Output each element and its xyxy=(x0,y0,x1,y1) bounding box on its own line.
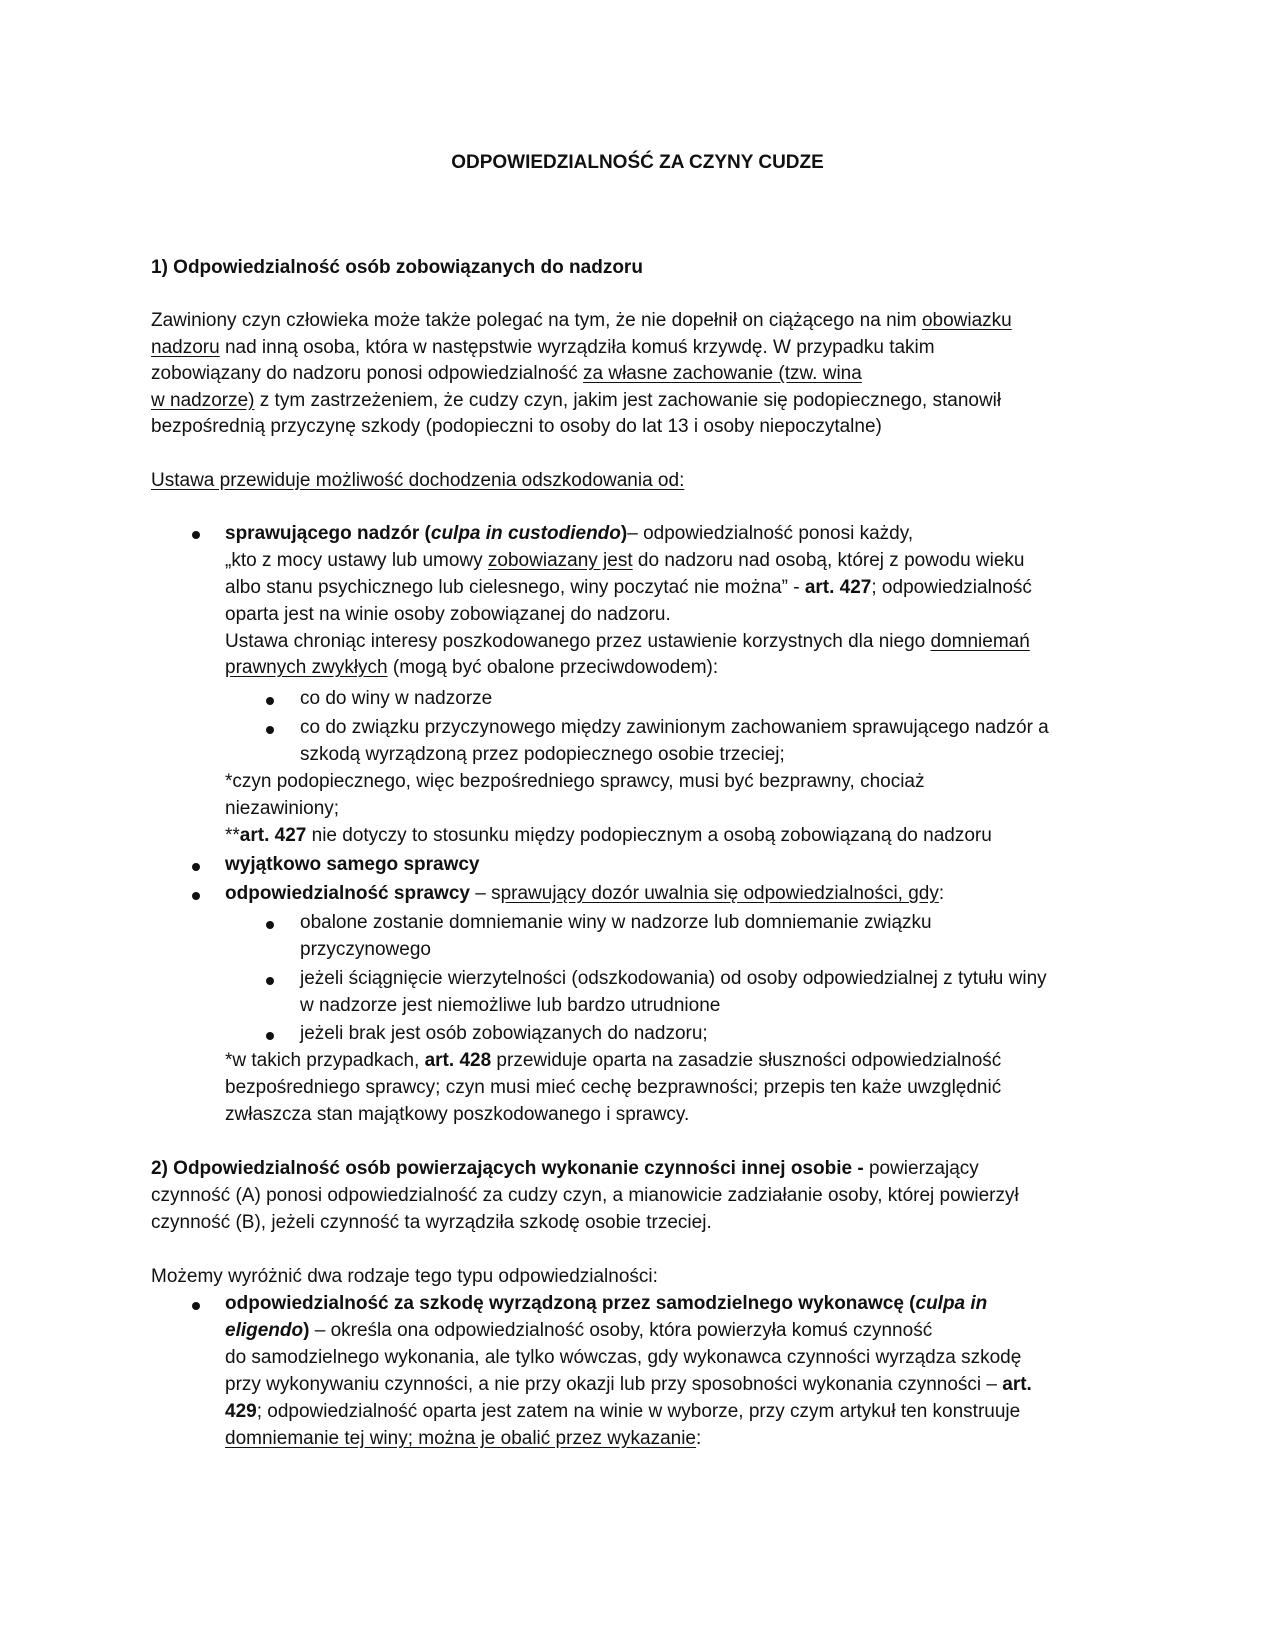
sub-list-item-line: w nadzorze jest niemożliwe lub bardzo utrudnione xyxy=(300,995,721,1016)
paragraph-line: nadzoru nad inną osoba, która w następstwie wyrządziła komuś krzywdę. W przypadku takim xyxy=(151,337,935,358)
sub-list-item: co do winy w nadzorze xyxy=(300,688,493,709)
section-2-heading: 2) Odpowiedzialność osób powierzających wykonanie czynności innej osobie - powierzający xyxy=(151,1158,979,1179)
bullet-icon xyxy=(192,863,200,871)
list-item-line: oparta jest na winie osoby zobowiązanej do nadzoru. xyxy=(225,604,671,625)
note: *czyn podopiecznego, więc bezpośredniego sprawcy, musi być bezprawny, chociaż xyxy=(225,771,925,792)
bullet-icon xyxy=(266,921,274,929)
list-item-line: albo stanu psychicznego lub cielesnego, winy poczytać nie można” - art. 427; odpowiedzialność xyxy=(225,577,1032,598)
note-line: niezawiniony; xyxy=(225,798,340,819)
paragraph-line: w nadzorze) z tym zastrzeżeniem, że cudzy czyn, jakim jest zachowanie się podopiecznego, stanowił xyxy=(151,390,1002,411)
note: **art. 427 nie dotyczy to stosunku między podopiecznym a osobą zobowiązaną do nadzoru xyxy=(225,825,992,846)
bullet-icon xyxy=(266,726,274,734)
bullet-icon xyxy=(266,977,274,985)
sub-list-item-line: przyczynowego xyxy=(300,939,431,960)
paragraph-line: czynność (A) ponosi odpowiedzialność za cudzy czyn, a mianowicie zadziałanie osoby, której powierzył xyxy=(151,1185,1019,1206)
list-item-line: do samodzielnego wykonania, ale tylko wówczas, gdy wykonawca czynności wyrządza szkodę xyxy=(225,1347,1022,1368)
note-line: zwłaszcza stan majątkowy poszkodowanego i sprawcy. xyxy=(225,1104,690,1125)
list-intro: Możemy wyróżnić dwa rodzaje tego typu odpowiedzialności: xyxy=(151,1266,658,1287)
sub-list-item: jeżeli ściągnięcie wierzytelności (odszkodowania) od osoby odpowiedzialnej z tytułu winy xyxy=(300,968,1047,989)
list-item-line: eligendo) – określa ona odpowiedzialność osoby, która powierzyła komuś czynność xyxy=(225,1320,933,1341)
sub-list-item: jeżeli brak jest osób zobowiązanych do nadzoru; xyxy=(300,1023,708,1044)
bullet-icon xyxy=(192,892,200,900)
note: *w takich przypadkach, art. 428 przewiduje oparta na zasadzie słuszności odpowiedzialność xyxy=(225,1050,1002,1071)
list-item-line: domniemanie tej winy; można je obalić przez wykazanie: xyxy=(225,1428,702,1449)
list-item-line: „kto z mocy ustawy lub umowy zobowiazany jest do nadzoru nad osobą, której z powodu wieku xyxy=(225,550,1025,571)
list-item: odpowiedzialność sprawcy – sprawujący dozór uwalnia się odpowiedzialności, gdy: xyxy=(225,883,945,904)
list-item-line: Ustawa chroniąc interesy poszkodowanego przez ustawienie korzystnych dla niego domniemań xyxy=(225,631,1030,652)
list-intro: Ustawa przewiduje możliwość dochodzenia odszkodowania od: xyxy=(151,470,685,491)
note-line: bezpośredniego sprawcy; czyn musi mieć cechę bezprawności; przepis ten każe uwzględnić xyxy=(225,1077,1002,1098)
bullet-icon xyxy=(266,697,274,705)
document-title: ODPOWIEDZIALNOŚĆ ZA CZYNY CUDZE xyxy=(451,152,824,173)
list-item: odpowiedzialność za szkodę wyrządzoną przez samodzielnego wykonawcę (culpa in xyxy=(225,1293,988,1314)
bullet-icon xyxy=(192,531,200,539)
bullet-icon xyxy=(192,1302,200,1310)
list-item-line: prawnych zwykłych (mogą być obalone przeciwdowodem): xyxy=(225,657,719,678)
list-item: wyjątkowo samego sprawcy xyxy=(225,854,480,875)
list-item-line: przy wykonywaniu czynności, a nie przy okazji lub przy sposobności wykonania czynności – art. xyxy=(225,1374,1032,1395)
list-item-line: 429; odpowiedzialność oparta jest zatem na winie w wyborze, przy czym artykuł ten konstruuje xyxy=(225,1401,1021,1422)
paragraph-line: zobowiązany do nadzoru ponosi odpowiedzialność za własne zachowanie (tzw. wina xyxy=(151,363,862,384)
paragraph-line: Zawiniony czyn człowieka może także polegać na tym, że nie dopełnił on ciążącego na nim obowiazku xyxy=(151,310,1012,331)
paragraph-line: czynność (B), jeżeli czynność ta wyrządziła szkodę osobie trzeciej. xyxy=(151,1212,712,1233)
list-item: sprawującego nadzór (culpa in custodiendo)– odpowiedzialność ponosi każdy, xyxy=(225,523,914,544)
bullet-icon xyxy=(266,1032,274,1040)
paragraph-line: bezpośrednią przyczynę szkody (podopieczni to osoby do lat 13 i osoby niepoczytalne) xyxy=(151,416,882,437)
sub-list-item: co do związku przyczynowego między zawinionym zachowaniem sprawującego nadzór a xyxy=(300,717,1049,738)
sub-list-item-line: szkodą wyrządzoną przez podopiecznego osobie trzeciej; xyxy=(300,744,785,765)
sub-list-item: obalone zostanie domniemanie winy w nadzorze lub domniemanie związku xyxy=(300,912,932,933)
section-1-heading: 1) Odpowiedzialność osób zobowiązanych do nadzoru xyxy=(151,257,643,278)
